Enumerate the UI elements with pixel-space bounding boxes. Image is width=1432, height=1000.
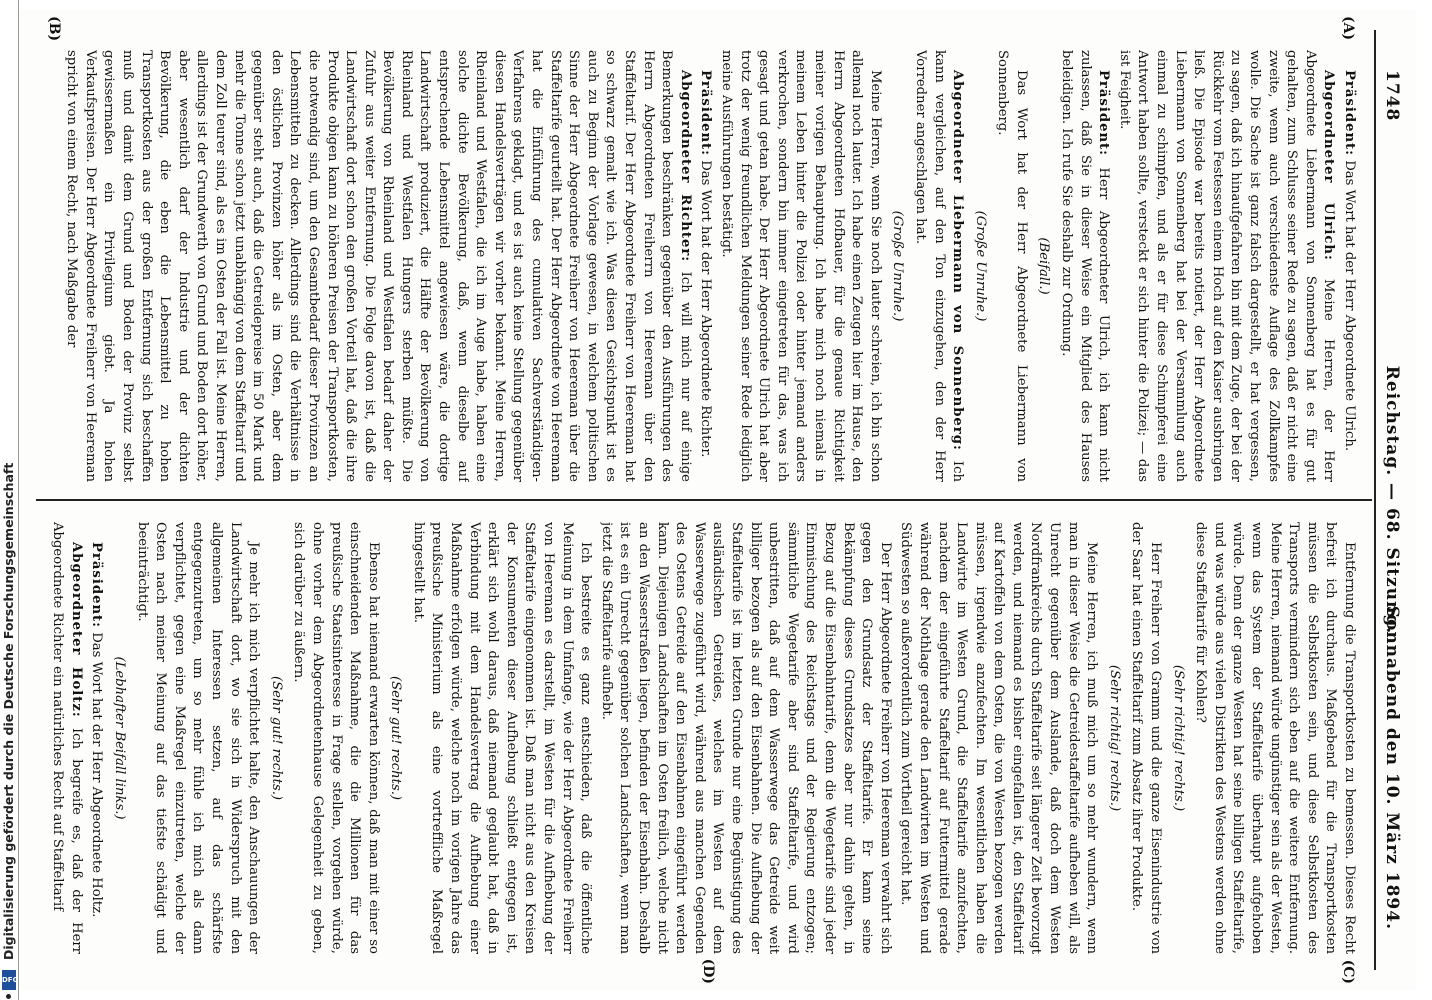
column-divider <box>36 499 1372 501</box>
header-rule <box>1374 30 1376 970</box>
margin-marker-a: (A) <box>1340 16 1356 41</box>
speech-text: Das Wort hat der Herr Abgeordnete Richter. <box>698 160 714 458</box>
speech-paragraph <box>896 522 1101 954</box>
margin-marker-b: (B) <box>46 16 62 42</box>
margin-marker-c: (C) <box>1340 959 1356 984</box>
speech-paragraph <box>1114 50 1337 482</box>
footer-dot-icon <box>6 994 11 999</box>
speech-paragraph <box>289 522 382 954</box>
speech-text: Ich kann vergleichen, auf den Ton einzugehen, den der Herr Vorredner angeschlagen hat. <box>912 50 966 482</box>
speaker-name: Präsident: <box>698 70 714 157</box>
right-column <box>36 522 1358 954</box>
speech-paragraph <box>910 50 966 482</box>
speaker-name: Abgeordneter Holtz: <box>68 542 84 718</box>
speech-text: Entfernung die Transportkosten zu bemessen. Dieses Recht befreit ich durchaus. Maßgebend für die Transportkosten müssen die Selbstkosten sein, und diese Selbstkosten des Transports vermindern sich eben auf die weitere Entfernung. Meine Herren, niemand würde ungünstiger sein als der Westen, wenn das System der Staffeltarife überhaupt aufgehoben würde. Denn der ganze Westen hat seine billigen Staffeltarife, und was würde aus vielen Distrikten des Westens werden ohne diese Staffeltarife für Kohlen? <box>1193 522 1357 954</box>
speech-paragraph <box>696 50 715 482</box>
session-date: Sonnabend den 10. März 1894. <box>1382 605 1402 930</box>
page-header <box>1376 30 1406 970</box>
speech-text: Das Wort hat der Herr Abgeordnete Ulrich. <box>1342 160 1357 452</box>
scanned-page <box>16 10 1416 990</box>
speech-paragraph <box>62 50 694 482</box>
speech-paragraph <box>596 522 894 954</box>
speaker-name: Präsident: <box>89 542 105 629</box>
speech-text: Ich begreife es, daß der Herr Abgeordnete Richter ein natürliches Recht auf Staffeltarif <box>50 522 84 954</box>
margin-marker-d: (D) <box>700 958 716 984</box>
stage-direction: (Sehr richtig! rechts.) <box>1106 664 1122 812</box>
funding-notice: Digitalisierung gefördert durch die Deutsche Forschungsgemeinschaft <box>1 462 16 960</box>
speech-paragraph <box>1339 50 1358 482</box>
speech-paragraph <box>1057 50 1113 482</box>
speech-text: Das Wort hat der Herr Abgeordnete Liebermann von Sonnenberg. <box>995 50 1029 482</box>
speaker-name: Präsident: <box>1342 70 1357 157</box>
stage-direction: (Lebhafter Beifall links.) <box>112 656 127 820</box>
speech-paragraph <box>48 522 85 954</box>
speech-text: Ebenso hat niemand erwarten können, daß man mit einer so einschneidenden Maßnahme, die die Millionen für das preußische Staatsinteresse in Frage stellen, vorgehen würde, ohne vorher dem Abgeordnetenhause Gelegenheit zu geben, sich darüber zu äußern. <box>291 522 381 954</box>
speaker-name: Abgeordneter Liebermann von Sonnenberg: <box>950 70 966 451</box>
speech-text: Herr Abgeordneter Ulrich, ich kann nicht zulassen, daß Sie in dieser Weise ein Mitglied des Hauses beleidigen. Ich rufe Sie deshalb zur Ordnung. <box>1059 50 1112 482</box>
stage-direction: (Sehr gut! rechts.) <box>268 675 284 801</box>
stage-direction: (Große Unruhe.) <box>972 210 988 322</box>
speech-paragraph <box>1127 522 1164 954</box>
speech-text: Der Herr Abgeordnete Freiherr von Heereman verwahrt sich gegen den Grundsatz der Staffeltarife. Er kann seine Bekämpfung dieses Grundsatzes aber nur dahin gelten, in Bezug auf die Eisenbahntarife, denn die Wegetarife sind jeder Einmischung des Reichstags und der Regierung entzogen; sämmtliche Wegetarife aber sind Staffeltarife, und wird unbestritten, daß auf dem Wasserwege das Getreide weit billiger bezogen als auf den Eisenbahnen. Die Aufhebung der Staffeltarife ist im letzten Grunde nur eine Begünstigung des ausländischen Getreides, welches im Westen auf dem Wasserwege zugeführt wird, während aus manchen Gegenden des Ostens Getreide auf den Eisenbahnen eingeführt werden kann. Diejenigen Landschaften im Osten freilich, welche nicht an den Wasserstraßen liegen, befinden der Eisenbahn. Deshalb ist es ein Unrecht gegenüber solchen Landschaften, wenn man jetzt die Staffeltarife aufhebt. <box>598 522 893 954</box>
speech-text: Ich bestreite es ganz entschieden, daß die öffentliche Meinung in dem Umfange, wie der Herr Abgeordnete Freiherr von Heereman es darstellt, im Westen für die Aufhebung der Staffeltarife eingenommen ist. Daß man nicht aus den Kreisen der Konsumenten dieser Aufhebung schließt entgegen ist, erklärt sich wohl daraus, daß niemand geglaubt hat, daß in Verbindung mit dem Handelsvertrag die Aufhebung einer Maßnahme erfolgen würde, welche noch im vorigen Jahre das preußische Ministerium als eine vortreffliche Maßregel hingestellt hat. <box>410 522 594 954</box>
speech-paragraph <box>132 522 262 954</box>
speaker-name: Abgeordneter Richter: <box>677 70 693 263</box>
speech-paragraph <box>408 522 594 954</box>
speech-text: Herr Freiherr von Gramm und die ganze Eisenindustrie von der Saar hat einen Staffeltarif zum Absatz ihrer Produkte. <box>1129 522 1164 954</box>
stage-direction: (Sehr richtig! rechts.) <box>1170 664 1186 812</box>
running-title: Reichstag. — 68. Sitzung. <box>1382 365 1402 635</box>
speech-text: Meine Herren, ich muß mich um so mehr wundern, wenn man in dieser Weise die Getreidestaffeltarife aufheben will, als Unrecht gegenüber dem Auslande, daß doch dem Westen Nordfrankreichs durch Staffeltarife seit längerer Zeit bevorzugt werden, und niemand es bisher eingefallen ist, den Staffeltarif auf Kartoffeln von dem Osten, die von Westen bezogen werden müssen, irgendwie anzufechten. Im wesentlichen haben die Landwirte im Westen Grund, die Staffeltarife anzufechten, nachdem der eingeführte Staffeltarif auf Futtermittel gerade während der Nothlage gerade den Landwirten im Westen und Südwesten so außerordentlich zum Vortheil gereicht hat. <box>898 522 1100 954</box>
speech-paragraph <box>716 50 883 482</box>
speech-paragraph <box>1191 522 1358 954</box>
dfg-logo: DFG <box>2 970 16 990</box>
digitization-footer <box>0 0 19 1000</box>
speech-text: Das Wort hat der Herr Abgeordnete Holtz. <box>89 632 105 918</box>
speech-text: Ich will mich nur auf einige Bemerkungen beschränken gegenüber den Ausführungen des Herrn Abgeordneten Freiherrn von Heereman über den Staffeltarif. Der Herr Abgeordnete Freiherr von Heereman hat so schwarz gemalt wie ich. Was diesen Gesichtspunkt ist es auch zu Beginn der Vorlage gewesen, in welchem politischen Sinne der Herr Abgeordnete Freiherr von Heereman über die Staffeltarife geurteilt hat. Der Herr Abgeordnete von Heereman hat die Einführung des cumulativen Sachverständigen-Verfahrens geklagt, und es ist auch keine Stellung gegenüber diesen Handelsverträgen wir vorher bekannt. Meine Herren, Rheinland und Westfalen, die ich im Auge habe, haben eine solche dichte Bevölkerung, daß, wenn dieselbe auf entsprechende Lebensmittel angewiesen wäre, die dortige Landwirtschaft produziert, die Hälfte der Bevölkerung von Rheinland und Westfalen Hungers sterben müßte. Die Bevölkerung von Rheinland und Westfalen bedarf daher der Zufuhr aus weiter Entfernung. Die Folge davon ist, daß die Landwirtschaft dort schon den großen Vorteil hat, daß die ihre Produkte obigen kann zu höheren Preisen der Transportkosten, die notwendig sind, um den Gesamtbedarf dieser Provinzen an Lebensmitteln zu decken. Allerdings sind die Verhältnisse in den östlichen Provinzen höher als im Osten, aber dem gegenüber steht auch, daß die Getreidepreise im 50 Mark und mehr die Tonne schon jetzt unabhängig von dem Staffeltarif und dem Zoll teurer sind, als es im Osten der Fall ist. Meine Herren, allerdings ist der Grundwerth von Grund und Boden dort höher, aber wesentlich darf der Industrie und der dichten Bevölkerung, die eben die Lebensmittel zu hohen Transportkosten aus der großen Entfernung sich beschaffen muß und damit dem Grund und Boden der Provinz selbst gewissermaßen ein Privilegium giebt. Ja hohen Verkaufspreisen. Der Herr Abgeordnete Freiherr von Heereman spricht von einem Recht, nach Maßgabe der <box>64 50 693 482</box>
speech-paragraph <box>993 50 1030 482</box>
speaker-name: Abgeordneter Ulrich: <box>1321 70 1337 261</box>
speech-paragraph <box>87 522 106 954</box>
speech-text: Je mehr ich mich verpflichtet halte, den Anschauungen der Landwirtschaft dort, wo sie sich in Widerspruch mit den allgemeinen Interessen setzen, auf das schärfste entgegenzutreten, um so mehr fühle ich mich als dann verpflichtet, gegen eine Maßregel einzutreten, welche der Osten nach meiner Meinung auf das tiefste schädigt und beeinträchtigt. <box>134 522 262 954</box>
left-column <box>36 50 1358 482</box>
speech-text: Meine Herren, der Herr Abgeordnete Liebermann von Sonnenberg hat es für gut gehalten, zum Schlusse seiner Rede zu sagen, daß er nicht eine zweite, wenn auch verschiedenste Auflage des Zollkampfes wolle. Die Sache ist ganz falsch dargestellt, er hat vergessen, zu sagen, daß ich hinaufgefahren bin mit dem Zuge, der bei der Rückkehr vom Festessen einem Hoch auf den Kaiser ausbringen ließ. Die Episode war bereits notiert, der Herr Abgeordnete Liebermann von Sonnenberg hat bei der Versammlung auch einmal zu schimpfen, und als er für diese Schimpferei eine Antwort haben sollte, versteckt er sich hinter die Polizei; — das ist Feigheit. <box>1116 50 1337 482</box>
page-number: 1748 <box>1382 70 1402 122</box>
stage-direction: (Sehr gut! rechts.) <box>388 675 404 801</box>
stage-direction: (Beifall.) <box>1036 237 1052 295</box>
speech-text: Meine Herren, wenn Sie noch lauter schreien, ich bin schon allemal noch lauter. Ich habe einen Zeugen hier im Hause, den Herrn Abgeordneten Hofbauer, für die genaue Richtigkeit meiner vorigen Behauptung. Ich habe mich noch niemals in meinem Leben hinter die Polizei oder hinter jemand anders verkrochen, sondern bin immer eingetreten für das, was ich gesagt und getan habe. Der Herr Abgeordnete Ulrich hat aber trotz der wenig freundlichen Meldungen seiner Rede lediglich meine Ausführungen bestätigt. <box>719 50 883 482</box>
speaker-name: Präsident: <box>1096 70 1112 157</box>
stage-direction: (Große Unruhe.) <box>890 210 906 322</box>
